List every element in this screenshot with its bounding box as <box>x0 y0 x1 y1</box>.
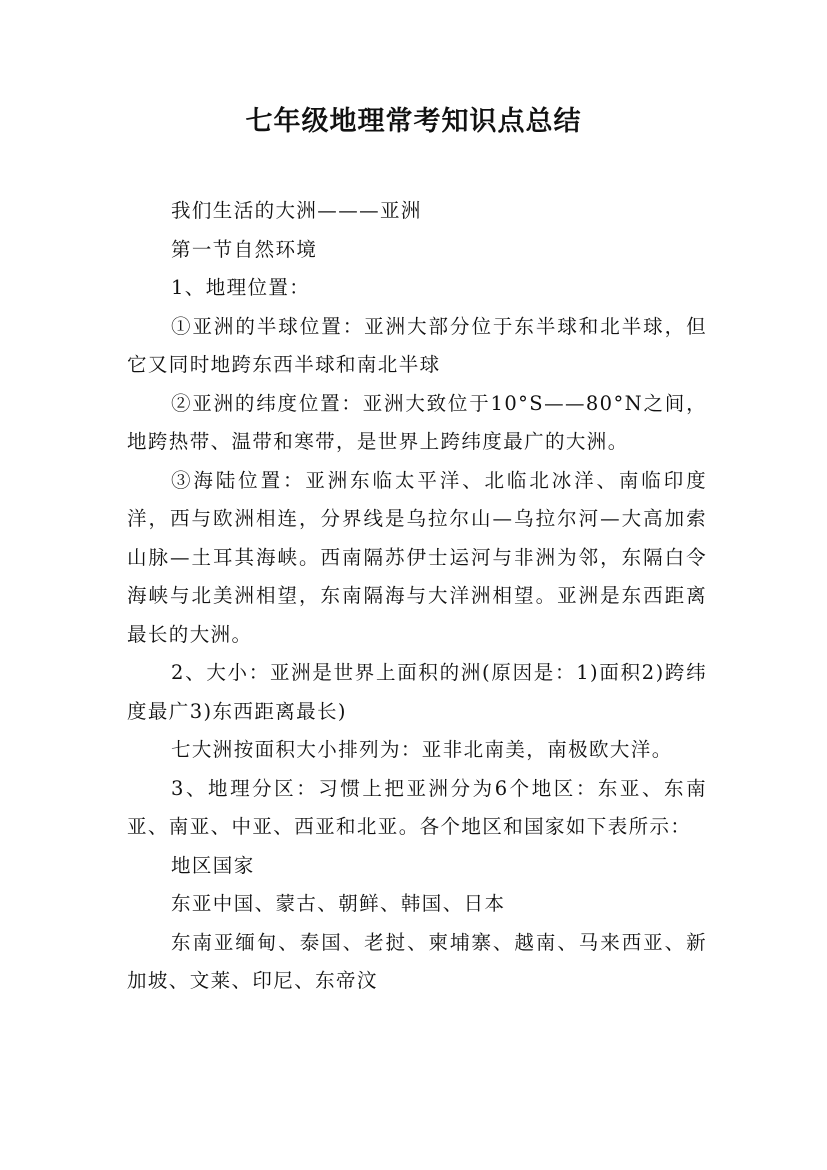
paragraph-table-header: 地区国家 <box>171 853 255 877</box>
paragraph-sea-land-position: ③海陆位置：亚洲东临太平洋、北临北冰洋、南临印度洋，西与欧洲相连，分界线是乌拉尔山—乌拉尔河—大高加索山脉—土耳其海峡。西南隔苏伊士运河与非洲为邻，东隔白令海峡与北美洲相望，东南隔海与大洋洲相望。亚洲是东西距离最长的大洲。 <box>127 468 707 646</box>
paragraph-section-natural-environment: 第一节自然环境 <box>171 237 318 261</box>
paragraph-east-asia: 东亚中国、蒙古、朝鲜、韩国、日本 <box>171 892 506 915</box>
paragraph-size: 2、大小：亚洲是世界上面积的洲(原因是：1)面积2)跨纬度最广3)东西距离最长) <box>127 661 707 723</box>
paragraph-southeast-asia: 东南亚缅甸、泰国、老挝、柬埔寨、越南、马来西亚、新加坡、文莱、印尼、东帝汶 <box>127 930 707 992</box>
paragraph-continent-ranking: 七大洲按面积大小排列为：亚非北南美，南极欧大洋。 <box>171 738 673 761</box>
paragraph-geographic-location: 1、地理位置： <box>171 276 311 299</box>
paragraph-latitude-position: ②亚洲的纬度位置：亚洲大致位于10°S——80°N之间，地跨热带、温带和寒带，是世界上跨纬度最广的大洲。 <box>127 391 707 453</box>
paragraph-hemisphere-position: ①亚洲的半球位置：亚洲大部分位于东半球和北半球，但它又同时地跨东西半球和南北半球 <box>127 314 707 376</box>
document-title: 七年级地理常考知识点总结 <box>245 106 582 137</box>
paragraph-heading-asia: 我们生活的大洲———亚洲 <box>171 199 422 222</box>
document-body <box>127 192 707 1001</box>
paragraph-geographic-regions: 3、地理分区：习惯上把亚洲分为6个地区：东亚、东南亚、南亚、中亚、西亚和北亚。各个地区和国家如下表所示： <box>127 776 707 838</box>
